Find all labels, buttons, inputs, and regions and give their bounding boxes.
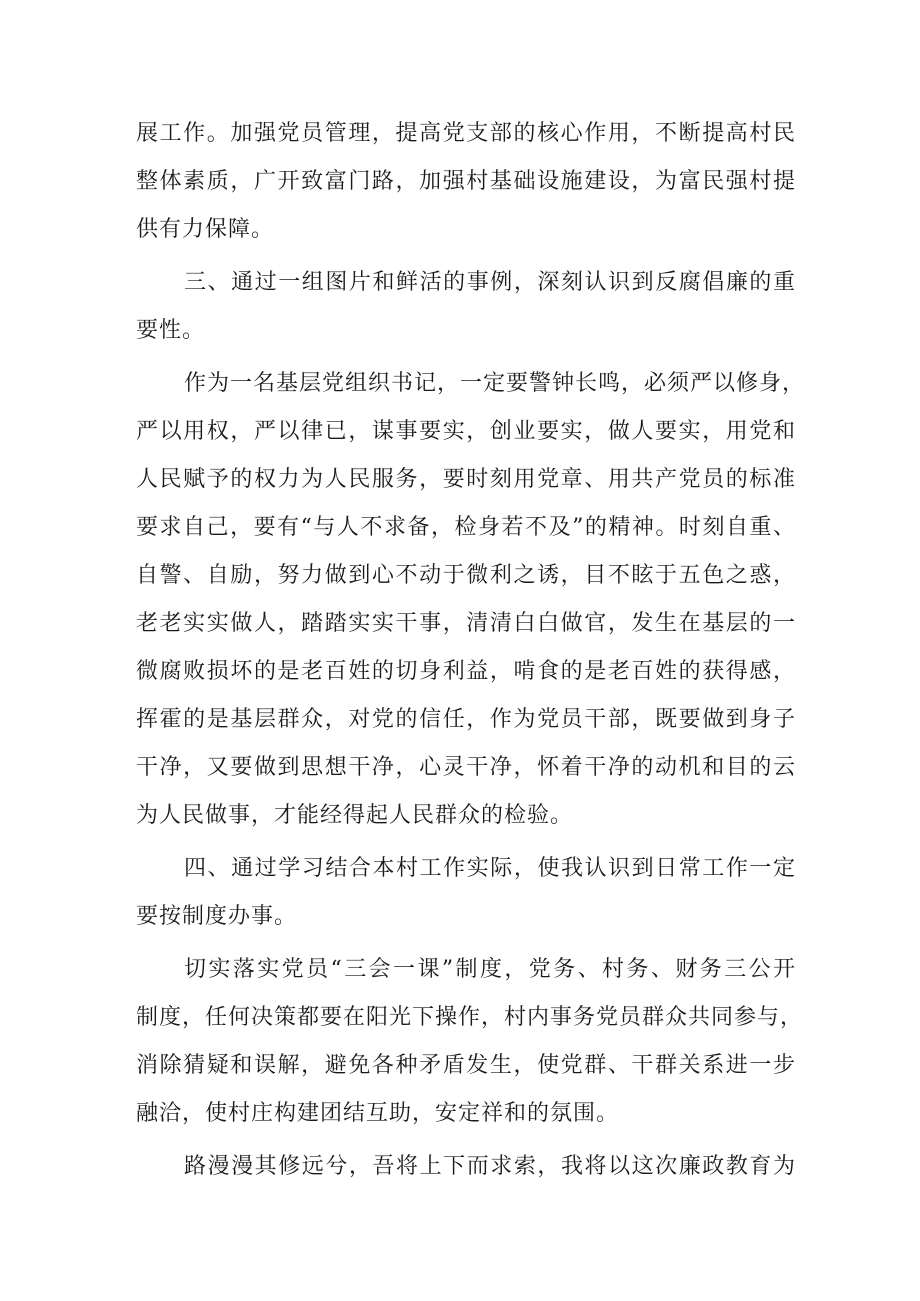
paragraph-line: 人民赋予的权力为人民服务，要时刻用党章、用共产党员的标准 <box>136 467 796 492</box>
section-heading-line: 要按制度办事。 <box>136 904 298 929</box>
paragraph-line: 老老实实做人，踏踏实实干事，清清白白做官，发生在基层的一 <box>136 611 796 636</box>
paragraph-line: 展工作。加强党员管理，提高党支部的核心作用，不断提高村民 <box>136 121 796 146</box>
paragraph-line: 微腐败损坏的是老百姓的切身利益，啃食的是老百姓的获得感， <box>136 659 796 684</box>
paragraph-line: 挥霍的是基层群众，对党的信任，作为党员干部，既要做到身子 <box>136 707 796 732</box>
document-body <box>136 110 806 1191</box>
paragraph-line: 切实落实党员“三会一课”制度，党务、村务、财务三公开 <box>184 957 796 982</box>
paragraph-line: 整体素质，广开致富门路，加强村基础设施建设，为富民强村提 <box>136 169 796 194</box>
paragraph-line: 严以用权，严以律已，谋事要实，创业要实，做人要实，用党和 <box>136 419 796 444</box>
section-heading-line: 四、通过学习结合本村工作实际，使我认识到日常工作一定 <box>184 856 796 881</box>
paragraph-line: 为人民做事，才能经得起人民群众的检验。 <box>136 803 574 828</box>
section-heading-line: 三、通过一组图片和鲜活的事例，深刻认识到反腐倡廉的重 <box>184 270 796 295</box>
paragraph-line: 融洽，使村庄构建团结互助，安定祥和的氛围。 <box>136 1101 620 1126</box>
paragraph-line: 干净，又要做到思想干净，心灵干净，怀着干净的动机和目的云 <box>136 755 796 780</box>
paragraph-line: 要求自己，要有“与人不求备，检身若不及”的精神。时刻自重、 <box>136 515 796 540</box>
paragraph-line: 路漫漫其修远兮，吾将上下而求索，我将以这次廉政教育为 <box>184 1154 796 1179</box>
paragraph-line: 消除猜疑和误解，避免各种矛盾发生，使党群、干群关系进一步 <box>136 1053 796 1078</box>
paragraph-line: 作为一名基层党组织书记，一定要警钟长鸣，必须严以修身， <box>184 371 806 396</box>
section-heading-line: 要性。 <box>136 318 206 343</box>
paragraph-line: 制度，任何决策都要在阳光下操作，村内事务党员群众共同参与， <box>136 1005 804 1030</box>
paragraph-line: 供有力保障。 <box>136 217 275 242</box>
paragraph-line: 自警、自励，努力做到心不动于微利之诱，目不眩于五色之惑， <box>136 563 796 588</box>
